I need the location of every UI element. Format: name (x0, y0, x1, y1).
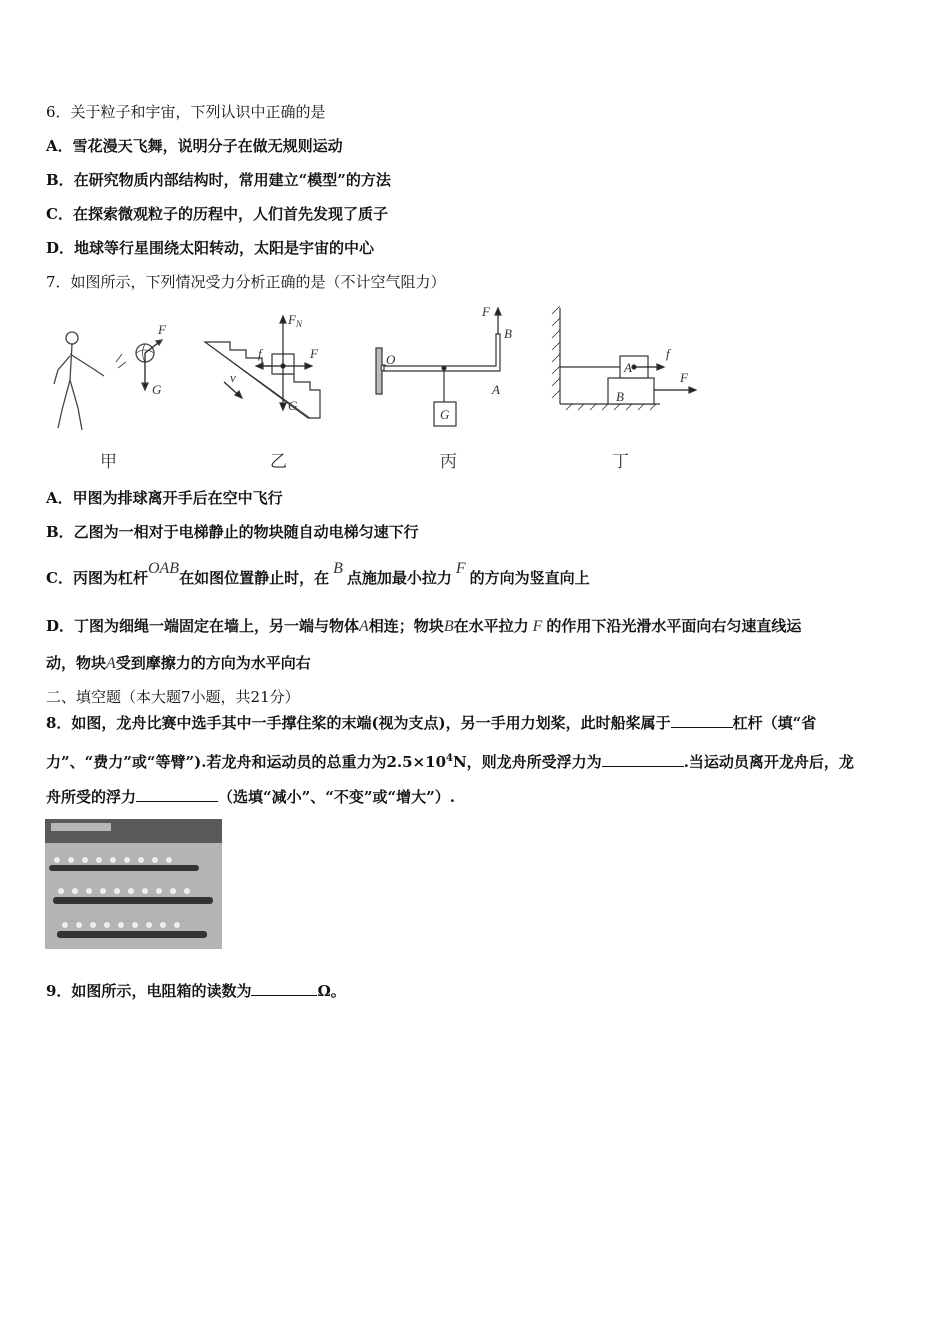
label-f-yi: F (310, 346, 318, 361)
label-f-ding: F (680, 370, 688, 385)
q7-option-a: A．甲图为排球离开手后在空中飞行 (46, 489, 283, 507)
q7-d-part6: 受到摩擦力的方向为水平向右 (115, 654, 311, 672)
q8-line1 (46, 712, 816, 734)
q6-option-c: C．在探索微观粒子的历程中，人们首先发现了质子 (46, 205, 388, 223)
section-title: 二、填空题（本大题7小题，共21分） (46, 688, 300, 706)
q8-l2-text: 力”、“费力”或“等臂”).若龙舟和运动员的总重力为2.5×10 (46, 753, 446, 771)
label-b-bing: B (504, 326, 512, 341)
q8-line3 (46, 786, 455, 808)
q7-option-b: B．乙图为一相对于电梯静止的物块随自动电梯匀速下行 (46, 523, 419, 541)
label-f-bing: F (482, 304, 490, 319)
label-o-bing: O (386, 352, 396, 367)
escalator (205, 342, 320, 418)
figure-label-jia: 甲 (100, 452, 117, 472)
q6-option-d: D．地球等行星围绕太阳转动，太阳是宇宙的中心 (46, 239, 375, 257)
blank-resistance[interactable] (251, 981, 317, 996)
label-f-jia: F (158, 322, 166, 337)
label-g-jia: G (152, 382, 162, 397)
figure-label-ding: 丁 (612, 452, 629, 472)
symbol-b-d: B (443, 618, 454, 635)
q8-l3-tail: （选填“减小”、“不变”或“增大”）. (218, 788, 456, 806)
q7-c-part2: 在如图位置静止时，在 (179, 569, 330, 587)
label-a-ding: A (624, 360, 632, 375)
figure-jia (44, 318, 184, 438)
symbol-b: B (333, 560, 343, 577)
block-b (608, 378, 654, 404)
label-b-ding: B (616, 389, 624, 404)
q7-d-part2: 相连；物块 (368, 617, 444, 635)
figure-ding (546, 306, 706, 412)
dragon-boat-photo (45, 819, 222, 949)
q9-unit: Ω。 (317, 982, 346, 1000)
figure-label-yi: 乙 (270, 452, 287, 472)
q7-d-part3: 在水平拉力 (453, 617, 529, 635)
label-fn: $F_N$ (288, 312, 302, 329)
blank-lever-type[interactable] (671, 713, 733, 728)
symbol-f-d: F (532, 618, 543, 635)
q8-l3-text: 舟所受的浮力 (46, 788, 137, 806)
q7-stem: 7．如图所示，下列情况受力分析正确的是（不计空气阻力） (46, 273, 446, 291)
label-v: v (230, 370, 236, 385)
q7-c-part4: 的方向为竖直向上 (469, 569, 590, 587)
q7-option-c (46, 560, 590, 590)
symbol-oab: OAB (147, 560, 180, 577)
q6-option-a: A．雪花漫天飞舞，说明分子在做无规则运动 (46, 137, 343, 155)
q7-option-d-line2 (46, 652, 311, 675)
boat-1 (49, 865, 199, 871)
player-head (66, 332, 78, 344)
motion-lines (116, 354, 126, 368)
q6-option-b: B．在研究物质内部结构时，常用建立“模型”的方法 (46, 171, 391, 189)
symbol-a2: A (106, 655, 116, 672)
q8-line2 (46, 748, 854, 773)
q7-c-part3: 点施加最小拉力 (346, 569, 452, 587)
label-a-bing: A (492, 382, 500, 397)
q8-exponent: 4 (446, 753, 453, 764)
q6-stem: 6．关于粒子和宇宙，下列认识中正确的是 (46, 103, 326, 121)
label-g-bing: G (440, 407, 450, 422)
q7-d-part5: 动，物块 (46, 654, 107, 672)
q8-l2-mid: N，则龙舟所受浮力为 (452, 753, 602, 771)
label-g-yi: G (288, 398, 298, 413)
player-body (54, 344, 104, 430)
label-friction-ding: f (666, 346, 670, 361)
q8-l1-text: 8．如图，龙舟比赛中选手其中一手撑住桨的末端(视为支点)，另一手用力划桨，此时船桨属于 (46, 714, 671, 732)
lever-oab (384, 334, 500, 371)
symbol-f: F (455, 560, 466, 577)
q7-option-d-line1 (46, 615, 801, 638)
q7-c-part1: C．丙图为杠杆 (46, 569, 148, 587)
blank-buoyancy-change[interactable] (136, 787, 218, 802)
q9-text: 9．如图所示，电阻箱的读数为 (46, 982, 252, 1000)
q7-d-part4: 的作用下沿光滑水平面向右匀速直线运 (546, 617, 802, 635)
q7-d-part1: D．丁图为细绳一端固定在墙上，另一端与物体 (46, 617, 360, 635)
blank-buoyancy[interactable] (602, 752, 684, 767)
q9-line (46, 980, 346, 1002)
wall-bing (376, 348, 382, 394)
q8-l1-tail: 杠杆（填“省 (732, 714, 817, 732)
symbol-a: A (359, 618, 369, 635)
q8-l2-tail: .当运动员离开龙舟后，龙 (683, 753, 854, 771)
boat-2 (53, 897, 213, 904)
figure-bing (372, 304, 522, 434)
figure-yi (200, 310, 340, 435)
boat-3 (57, 931, 207, 938)
figure-label-bing: 丙 (440, 452, 457, 472)
label-friction-yi: f (258, 346, 262, 361)
